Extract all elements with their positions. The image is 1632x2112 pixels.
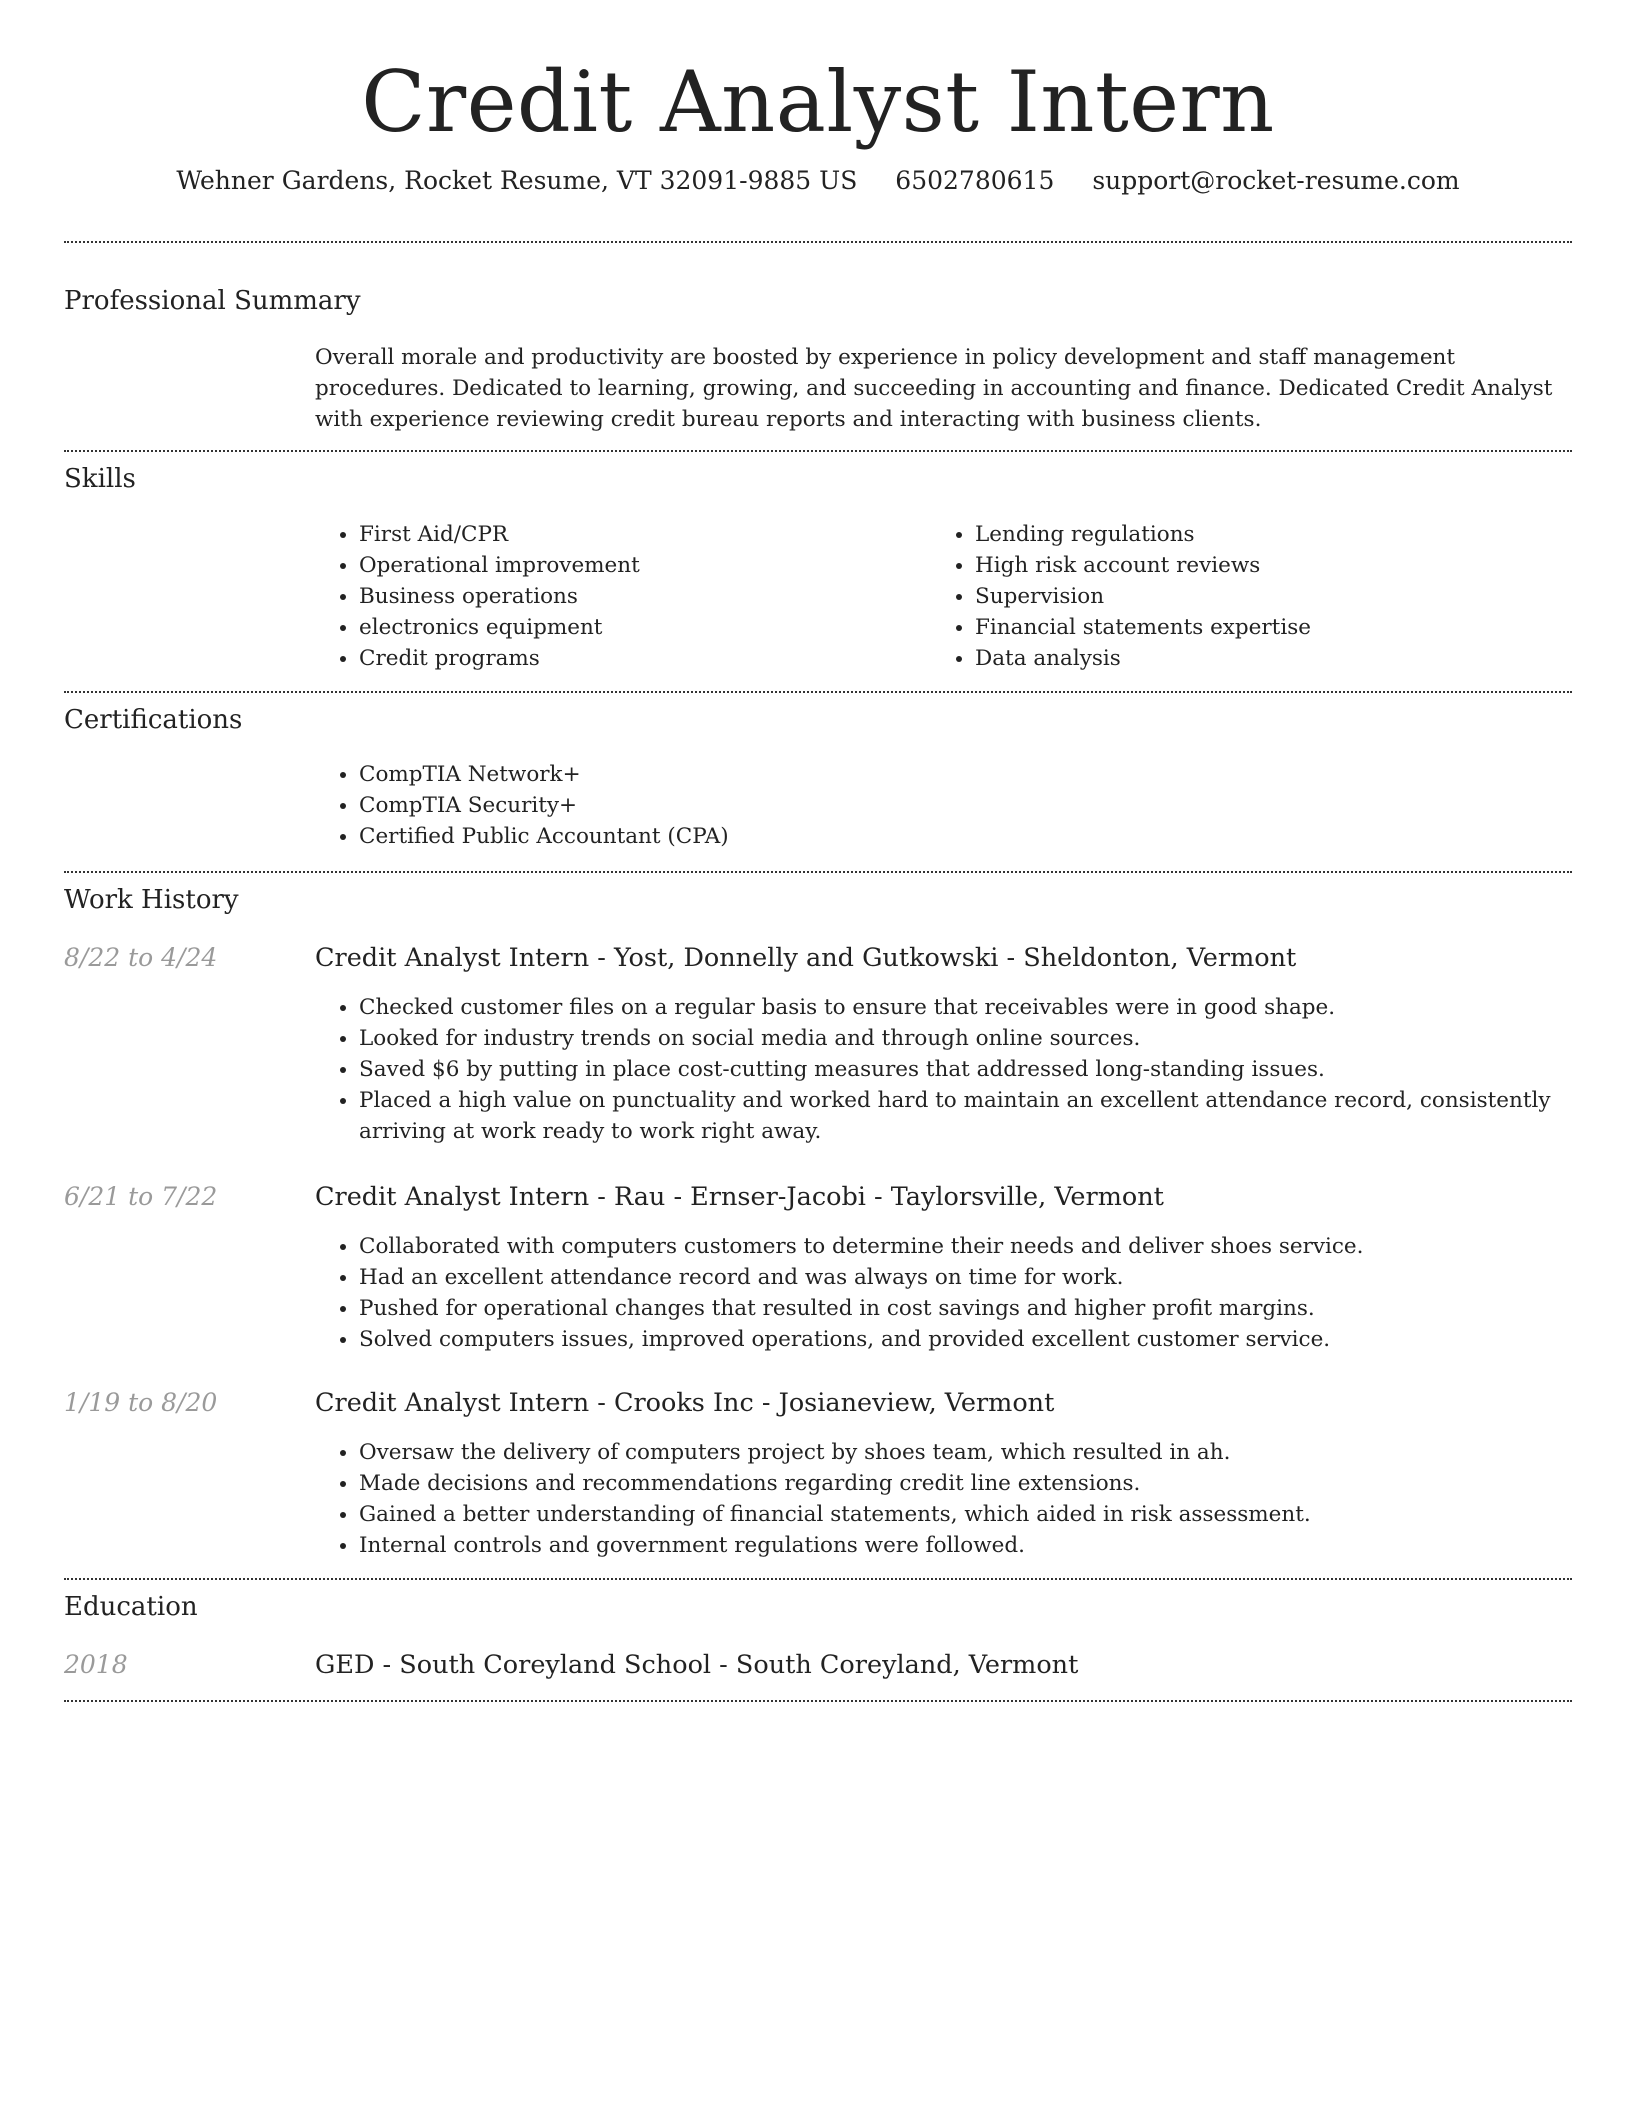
job-title: Credit Analyst Intern - Crooks Inc - Josianeview, Vermont [315, 1388, 1055, 1418]
section-title-skills: Skills [64, 464, 136, 494]
job-bullet: • Placed a high value on punctuality and worked hard to maintain an excellent attendance record, consistently arriving at work ready to work right away. [359, 1085, 1579, 1147]
skill-item: • First Aid/CPR [359, 519, 919, 550]
phone: 6502780615 [895, 166, 1055, 195]
divider [64, 241, 1572, 243]
skill-item: • electronics equipment [359, 612, 919, 643]
job-bullet: • Solved computers issues, improved operations, and provided excellent customer service. [359, 1324, 1579, 1355]
job-bullet: • Pushed for operational changes that resulted in cost savings and higher profit margins. [359, 1293, 1579, 1324]
email: support@rocket-resume.com [1092, 166, 1460, 195]
section-title-work-history: Work History [64, 885, 239, 915]
divider [64, 1578, 1572, 1580]
job-bullet: • Had an excellent attendance record and was always on time for work. [359, 1262, 1579, 1293]
skill-item: • Business operations [359, 581, 919, 612]
address: Wehner Gardens, Rocket Resume, VT 32091-9885 US [176, 166, 858, 195]
job-bullets [315, 992, 1579, 1147]
job-bullet: • Saved $6 by putting in place cost-cutting measures that addressed long-standing issues. [359, 1054, 1579, 1085]
job-dates: 1/19 to 8/20 [64, 1388, 218, 1417]
education-year: 2018 [64, 1650, 128, 1679]
resume-page [64, 0, 1572, 1680]
section-title-education: Education [64, 1592, 198, 1622]
job-bullets [315, 1437, 1579, 1561]
education-entry: GED - South Coreyland School - South Coreyland, Vermont [315, 1650, 1079, 1680]
job-bullet: • Internal controls and government regulations were followed. [359, 1530, 1579, 1561]
candidate-name: Credit Analyst Intern [361, 53, 1275, 151]
skill-item: • Credit programs [359, 643, 919, 674]
certification-item: • Certified Public Accountant (CPA) [359, 821, 1559, 852]
skill-item: • Data analysis [975, 643, 1575, 674]
divider [64, 1700, 1572, 1702]
certifications-list [315, 759, 1559, 852]
job-bullet: • Collaborated with computers customers to determine their needs and deliver shoes service. [359, 1231, 1579, 1262]
job-title: Credit Analyst Intern - Rau - Ernser-Jacobi - Taylorsville, Vermont [315, 1182, 1164, 1212]
job-dates: 8/22 to 4/24 [64, 943, 218, 972]
section-title-summary: Professional Summary [64, 286, 361, 316]
job-dates: 6/21 to 7/22 [64, 1182, 218, 1211]
contact-line [64, 164, 1572, 198]
job-title: Credit Analyst Intern - Yost, Donnelly and Gutkowski - Sheldonton, Vermont [315, 943, 1297, 973]
job-bullet: • Made decisions and recommendations regarding credit line extensions. [359, 1468, 1579, 1499]
skills-list-left [315, 519, 919, 674]
job-bullet: • Gained a better understanding of financial statements, which aided in risk assessment. [359, 1499, 1579, 1530]
job-bullets [315, 1231, 1579, 1355]
divider [64, 871, 1572, 873]
skill-item: • Operational improvement [359, 550, 919, 581]
skills-list-right [931, 519, 1575, 674]
skill-item: • Financial statements expertise [975, 612, 1575, 643]
skill-item: • High risk account reviews [975, 550, 1575, 581]
certification-item: • CompTIA Security+ [359, 790, 1559, 821]
summary-text: Overall morale and productivity are boosted by experience in policy development and staff management procedures. Dedicated to learning, growing, and succeeding in accounting and finance. Dedicated Credit Analyst with experience reviewing credit bureau reports and interacting with business clients. [315, 345, 1553, 432]
divider [64, 691, 1572, 693]
job-bullet: • Checked customer files on a regular basis to ensure that receivables were in good shape. [359, 992, 1579, 1023]
job-bullet: • Oversaw the delivery of computers project by shoes team, which resulted in ah. [359, 1437, 1579, 1468]
job-bullet: • Looked for industry trends on social media and through online sources. [359, 1023, 1579, 1054]
certification-item: • CompTIA Network+ [359, 759, 1559, 790]
divider [64, 450, 1572, 452]
skill-item: • Supervision [975, 581, 1575, 612]
section-title-certifications: Certifications [64, 705, 243, 735]
skill-item: • Lending regulations [975, 519, 1575, 550]
